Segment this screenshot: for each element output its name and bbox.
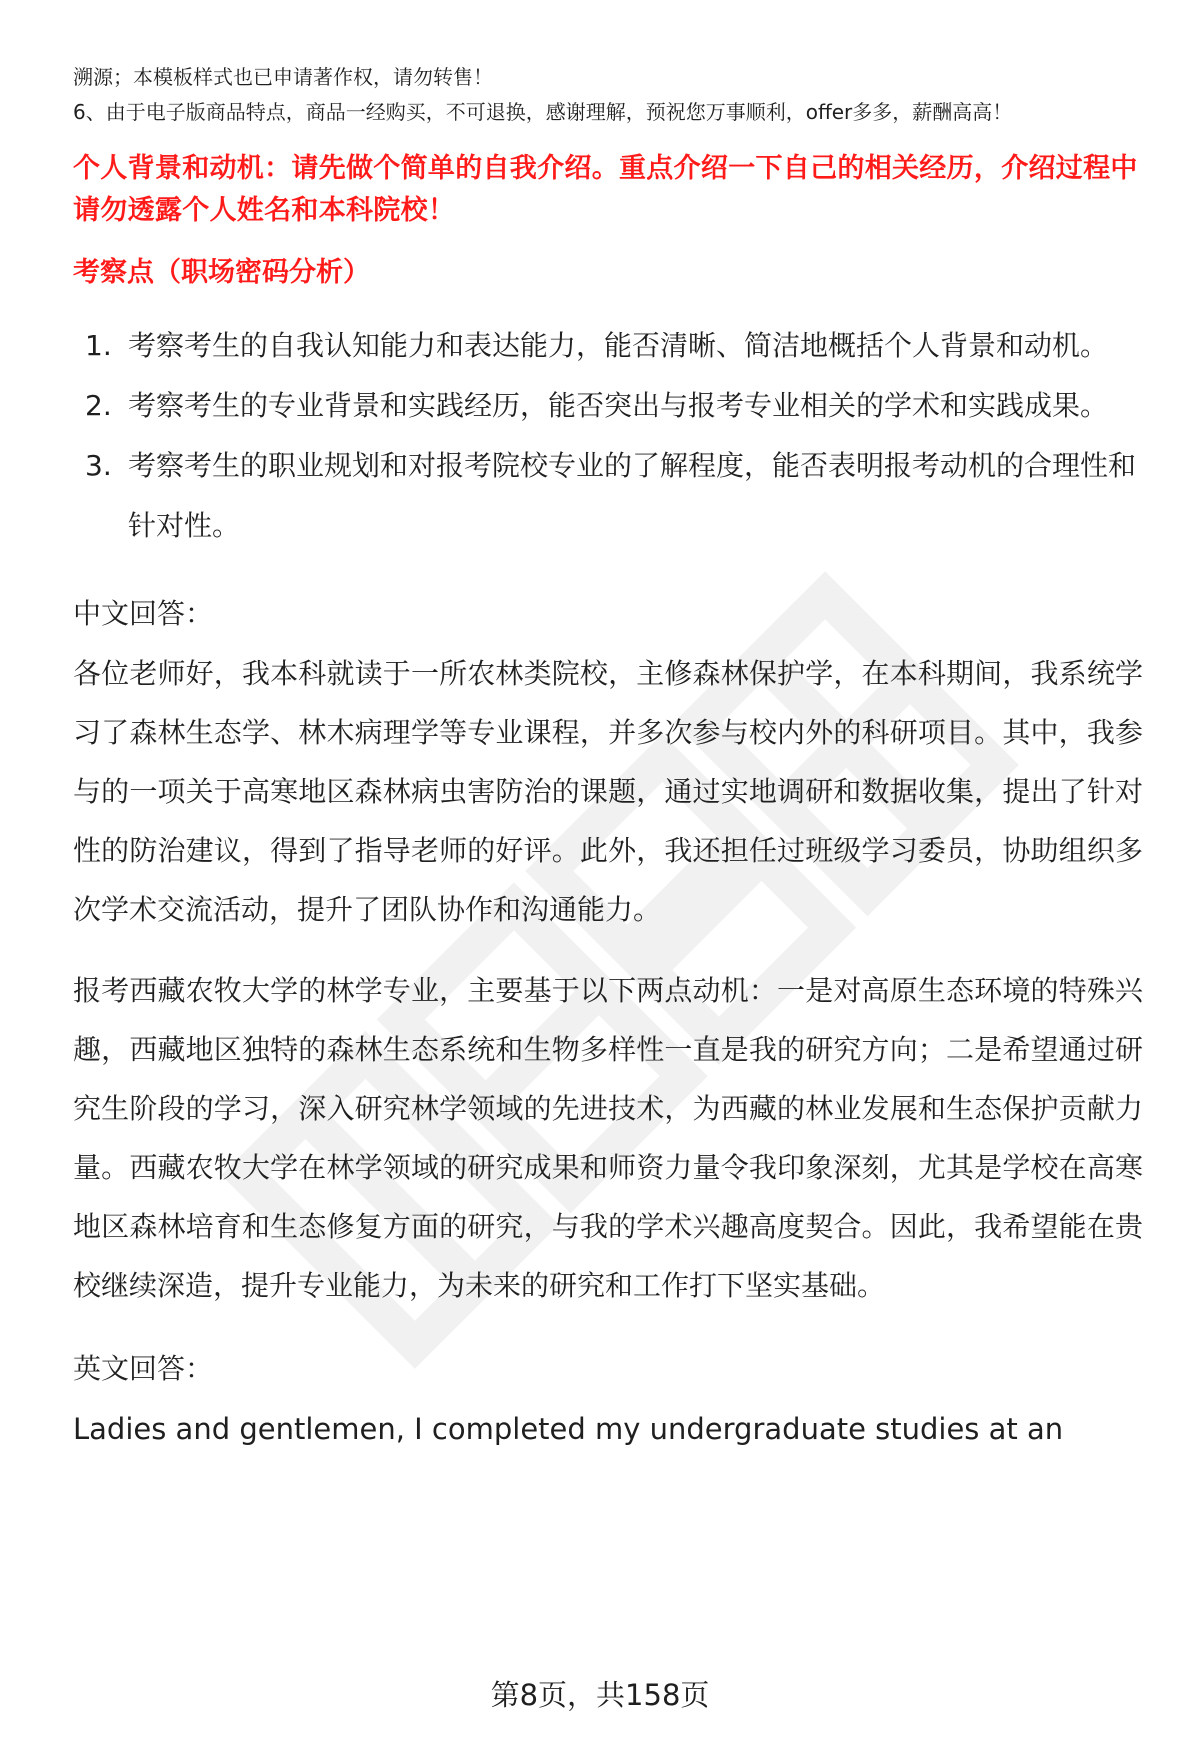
point-text: 考察考生的职业规划和对报考院校专业的了解程度，能否表明报考动机的合理性和针对性。 — [128, 449, 1137, 542]
analysis-point-3 — [73, 436, 1143, 556]
analysis-points — [73, 316, 1143, 556]
point-text: 考察考生的专业背景和实践经历，能否突出与报考专业相关的学术和实践成果。 — [128, 389, 1109, 422]
point-number: 2. — [85, 389, 112, 422]
analysis-point-2 — [73, 376, 1143, 436]
question-heading: 个人背景和动机：请先做个简单的自我介绍。重点介绍一下自己的相关经历，介绍过程中请勿透露个人姓名和本科院校！ — [73, 153, 1138, 226]
chinese-answer-paragraph-2: 报考西藏农牧大学的林学专业，主要基于以下两点动机：一是对高原生态环境的特殊兴趣，西藏地区独特的森林生态系统和生物多样性一直是我的研究方向；二是希望通过研究生阶段的学习，深入研究林学领域的先进技术，为西藏的林业发展和生态保护贡献力量。西藏农牧大学在林学领域的研究成果和师资力量令我印象深刻，尤其是学校在高寒地区森林培育和生态修复方面的研究，与我的学术兴趣高度契合。因此，我希望能在贵校继续深造，提升专业能力，为未来的研究和工作打下坚实基础。 — [73, 974, 1143, 1302]
main-content — [73, 60, 1143, 1459]
page-footer: 第8页，共158页 — [490, 1678, 710, 1712]
english-answer-label: 英文回答： — [73, 1352, 214, 1385]
notice-line-2: 6、由于电子版商品特点，商品一经购买，不可退换，感谢理解，预祝您万事顺利，offer多多，薪酬高高！ — [73, 100, 1013, 124]
point-number: 3. — [85, 449, 112, 482]
purchase-notice — [73, 60, 1143, 130]
chinese-answer-label: 中文回答： — [73, 597, 214, 630]
point-number: 1. — [85, 329, 112, 362]
notice-line-1: 溯源；本模板样式也已申请著作权，请勿转售！ — [73, 65, 493, 89]
analysis-point-1 — [73, 316, 1143, 376]
analysis-heading: 考察点（职场密码分析） — [73, 257, 370, 288]
english-answer-text: Ladies and gentlemen, I completed my undergraduate studies at an — [73, 1412, 1064, 1446]
chinese-answer-paragraph-1: 各位老师好，我本科就读于一所农林类院校，主修森林保护学，在本科期间，我系统学习了森林生态学、林木病理学等专业课程，并多次参与校内外的科研项目。其中，我参与的一项关于高寒地区森林病虫害防治的课题，通过实地调研和数据收集，提出了针对性的防治建议，得到了指导老师的好评。此外，我还担任过班级学习委员，协助组织多次学术交流活动，提升了团队协作和沟通能力。 — [73, 657, 1143, 926]
point-text: 考察考生的自我认知能力和表达能力，能否清晰、简洁地概括个人背景和动机。 — [128, 329, 1109, 362]
